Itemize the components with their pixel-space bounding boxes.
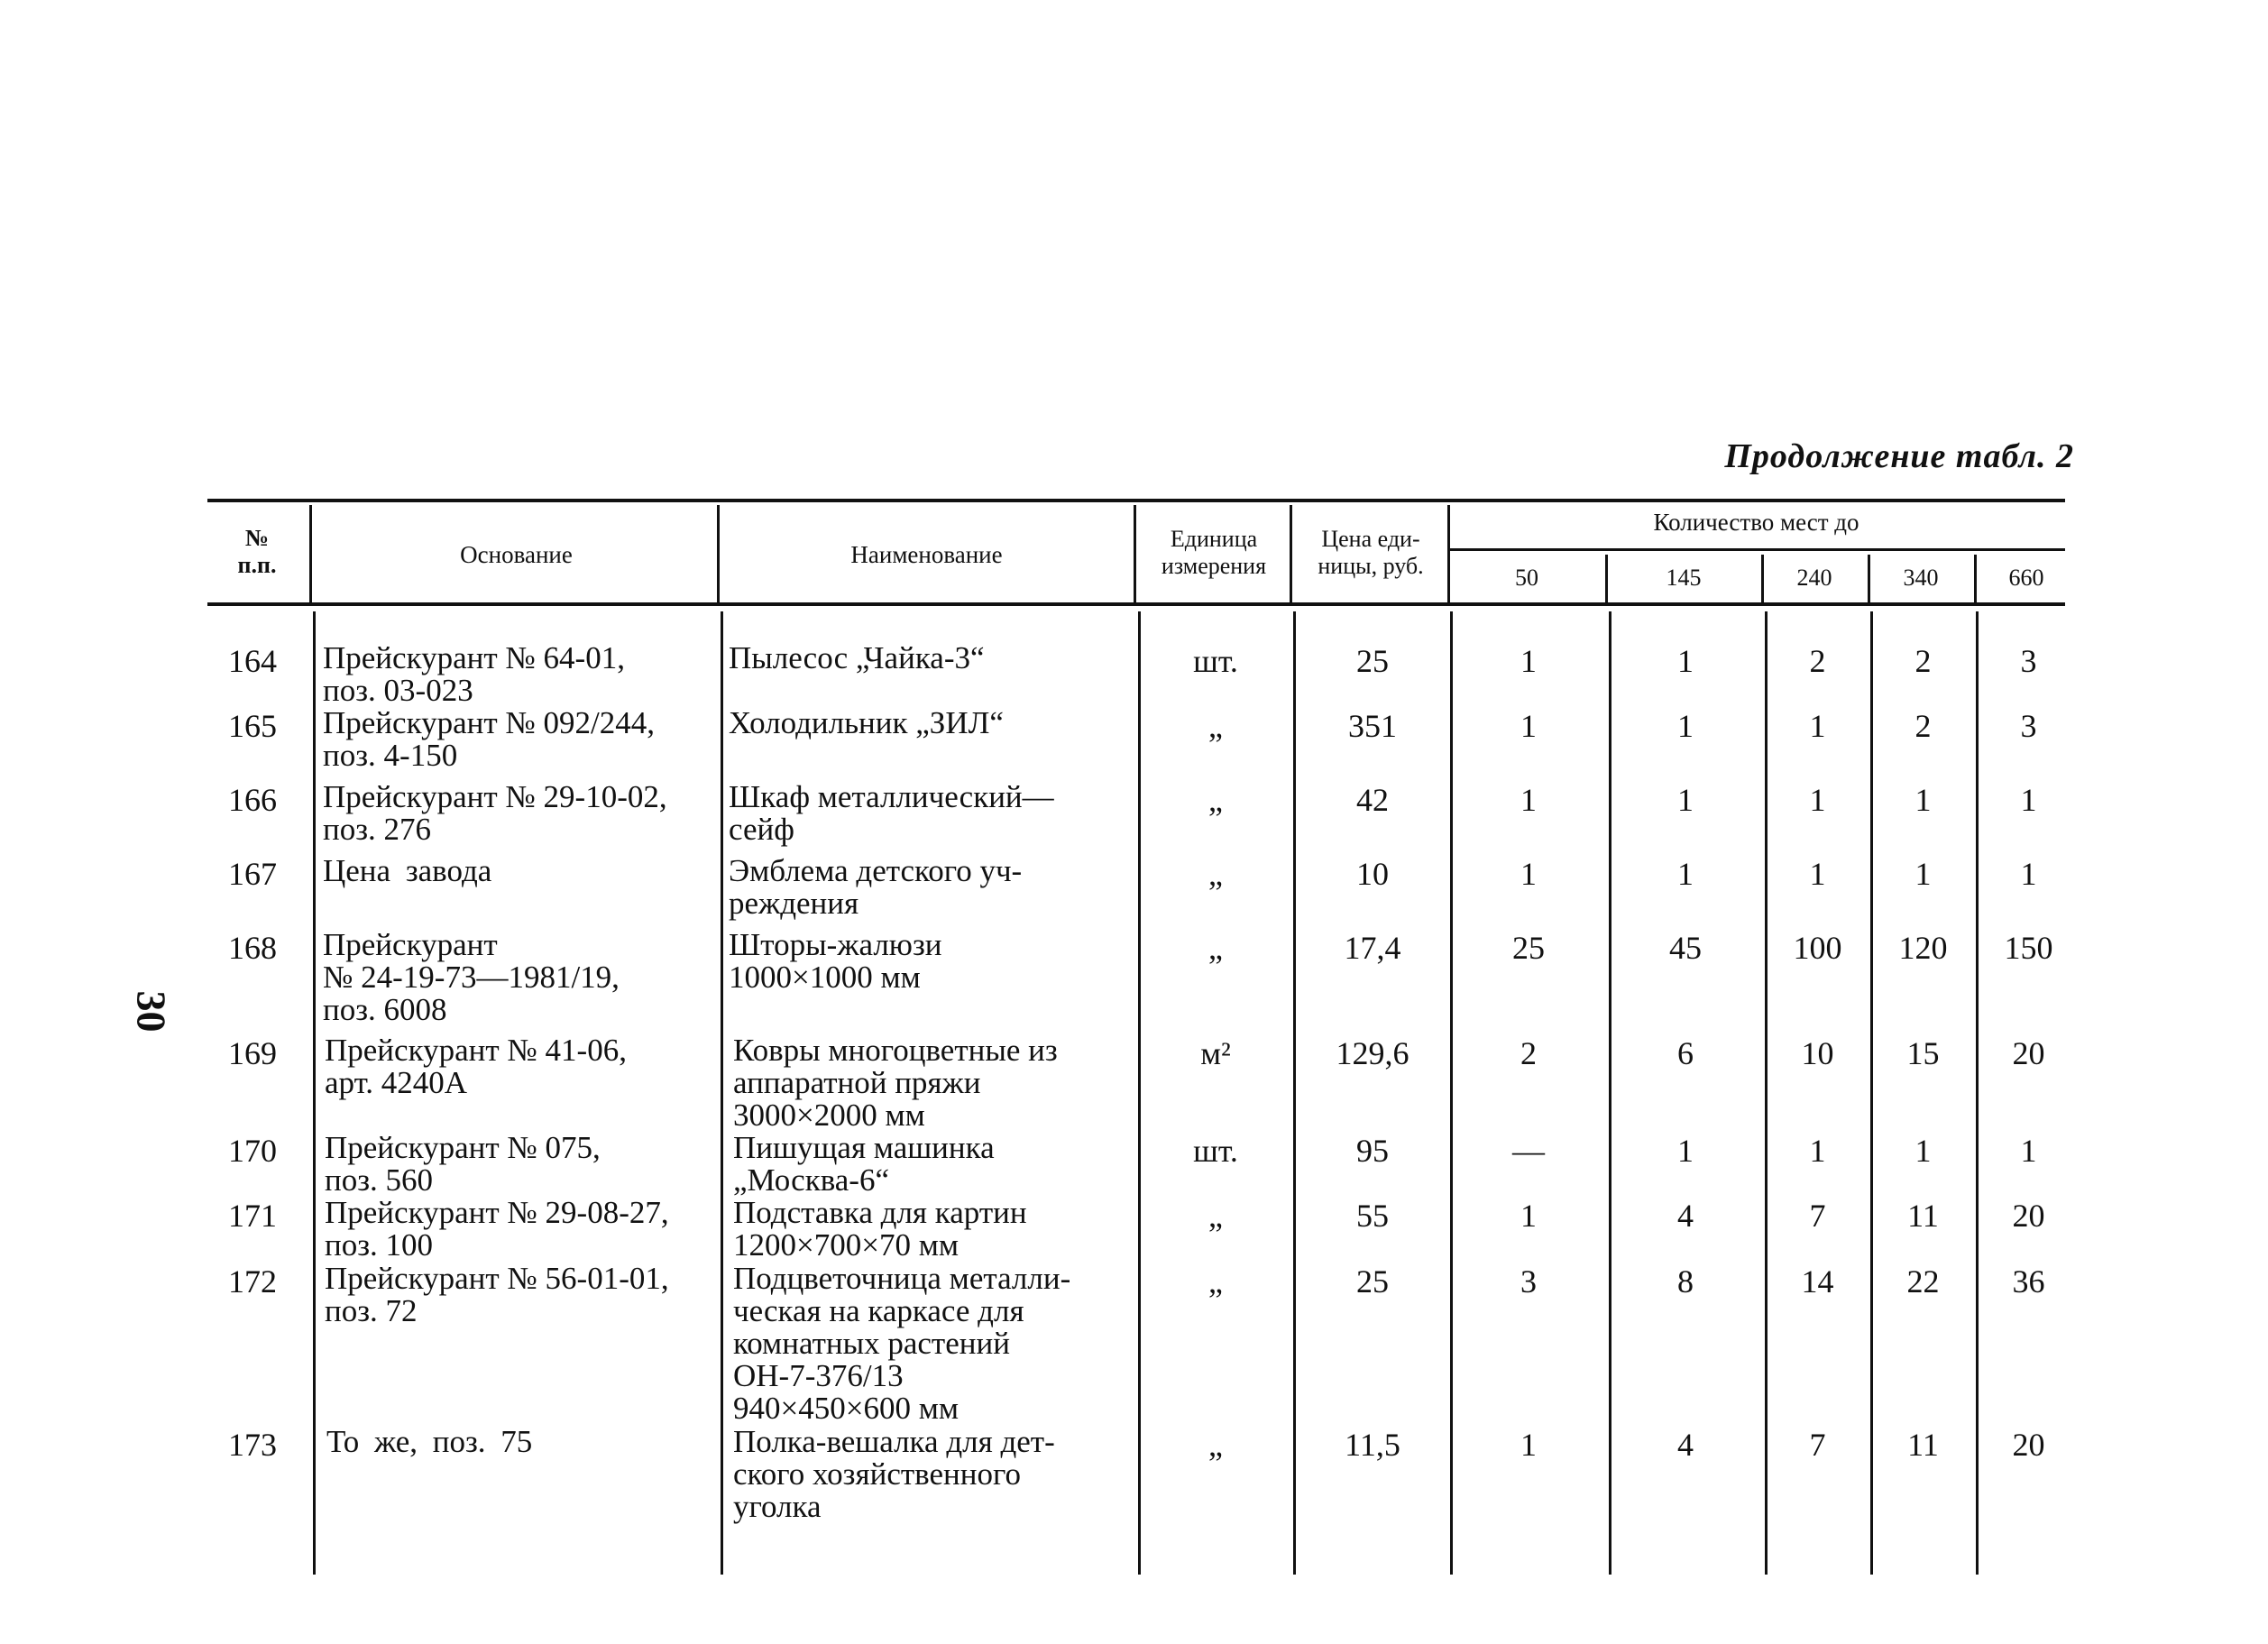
row-qty-660: 20 [2012,1198,2045,1234]
row-qty-660: 3 [2020,708,2037,744]
row-name: Шкаф металлический— сейф [729,779,1054,847]
row-qty-145: 45 [1669,930,1702,966]
row-unit: „ [1208,1198,1223,1234]
row-price: 55 [1356,1198,1389,1234]
row-unit: „ [1208,1427,1223,1463]
row-number: 169 [228,1035,277,1071]
row-name: Полка-вешалка для дет- ского хозяйственного уголка [733,1424,1055,1524]
row-qty-145: 1 [1677,708,1694,744]
qty-subheader-rule [1447,548,2065,551]
page-number: 30 [128,990,175,1033]
row-number: 170 [228,1133,277,1169]
row-qty-340: 11 [1907,1427,1939,1463]
header-divider [1134,505,1136,602]
row-price: 42 [1356,782,1389,818]
row-number: 166 [228,782,277,818]
row-number: 164 [228,643,277,679]
row-name: Ковры многоцветные из аппаратной пряжи 3000×2000 мм [733,1033,1058,1133]
row-price: 129,6 [1336,1035,1409,1071]
row-qty-240: 1 [1809,1133,1826,1169]
header-name: Наименование [850,541,1003,568]
row-qty-340: 2 [1914,708,1932,744]
row-qty-340: 15 [1906,1035,1940,1071]
row-qty-50: — [1512,1133,1545,1169]
header-unit: Единица измерения [1161,526,1267,579]
row-qty-50: 3 [1520,1263,1537,1300]
row-unit: „ [1208,782,1223,818]
row-qty-240: 100 [1793,930,1842,966]
row-basis: Прейскурант № 29-10-02, поз. 276 [323,779,667,847]
row-price: 17,4 [1344,930,1401,966]
qty-header-145: 145 [1666,565,1702,591]
row-unit: м² [1200,1035,1231,1071]
row-number: 171 [228,1198,277,1234]
qty-header-660: 660 [2008,565,2044,591]
row-qty-340: 11 [1907,1198,1939,1234]
row-qty-340: 1 [1914,856,1932,892]
row-qty-50: 1 [1520,643,1537,679]
row-qty-240: 7 [1809,1198,1826,1234]
row-qty-660: 20 [2012,1427,2045,1463]
row-basis: То же, поз. 75 [326,1424,533,1459]
row-qty-240: 10 [1801,1035,1834,1071]
qty-header-50: 50 [1515,565,1538,591]
row-qty-240: 1 [1809,856,1826,892]
row-qty-145: 6 [1677,1035,1694,1071]
header-divider [1868,555,1870,602]
row-qty-50: 2 [1520,1035,1537,1071]
row-qty-660: 20 [2012,1035,2045,1071]
row-qty-50: 1 [1520,856,1537,892]
row-price: 95 [1356,1133,1389,1169]
row-unit: шт. [1193,1133,1238,1169]
row-qty-660: 3 [2020,643,2037,679]
header-divider [1290,505,1292,602]
row-qty-50: 1 [1520,782,1537,818]
row-basis: Прейскурант № 24-19-73—1981/19, поз. 6008 [323,927,620,1027]
row-number: 165 [228,708,277,744]
header-number: № п.п. [237,525,277,578]
header-divider [1605,555,1608,602]
row-unit: „ [1208,930,1223,966]
row-number: 167 [228,856,277,892]
row-basis: Прейскурант № 64-01, поз. 03-023 [323,640,625,708]
row-basis: Прейскурант № 56-01-01, поз. 72 [325,1261,669,1328]
row-price: 351 [1348,708,1397,744]
header-price: Цена еди- ницы, руб. [1318,526,1424,579]
row-qty-145: 1 [1677,782,1694,818]
row-number: 173 [228,1427,277,1463]
row-name: Пылесос „Чайка-3“ [729,640,985,675]
row-qty-340: 1 [1914,1133,1932,1169]
header-divider [1974,555,1977,602]
column-divider [721,611,723,1575]
row-basis: Прейскурант № 29-08-27, поз. 100 [325,1195,669,1263]
row-qty-340: 120 [1898,930,1948,966]
row-qty-340: 2 [1914,643,1932,679]
row-qty-240: 14 [1801,1263,1834,1300]
header-quantity: Количество мест до [1653,509,1859,536]
column-divider [313,611,316,1575]
row-name: Подцветочница металли- ческая на каркасе для комнатных растений ОН-7-376/13 940×450×600 мм [733,1261,1071,1426]
table-continuation-caption: Продолжение табл. 2 [1724,437,2074,475]
row-basis: Цена завода [323,853,492,888]
row-qty-50: 1 [1520,1198,1537,1234]
row-qty-145: 4 [1677,1198,1694,1234]
row-basis: Прейскурант № 075, поз. 560 [325,1130,601,1198]
row-basis: Прейскурант № 092/244, поз. 4-150 [323,705,656,773]
row-unit: шт. [1193,643,1238,679]
row-qty-240: 1 [1809,782,1826,818]
row-qty-660: 1 [2020,1133,2037,1169]
row-unit: „ [1208,1263,1223,1300]
header-divider [717,505,720,602]
row-price: 10 [1356,856,1389,892]
row-qty-660: 1 [2020,782,2037,818]
row-name: Шторы-жалюзи 1000×1000 мм [729,927,942,995]
qty-header-340: 340 [1903,565,1939,591]
row-qty-240: 1 [1809,708,1826,744]
row-qty-50: 1 [1520,708,1537,744]
row-basis: Прейскурант № 41-06, арт. 4240А [325,1033,627,1100]
header-divider [1761,555,1764,602]
row-price: 25 [1356,643,1389,679]
row-qty-50: 1 [1520,1427,1537,1463]
row-qty-145: 1 [1677,643,1694,679]
row-qty-145: 1 [1677,1133,1694,1169]
row-number: 172 [228,1263,277,1300]
row-qty-145: 1 [1677,856,1694,892]
row-name: Эмблема детского уч- реждения [729,853,1023,921]
row-qty-660: 1 [2020,856,2037,892]
row-qty-145: 4 [1677,1427,1694,1463]
row-qty-240: 2 [1809,643,1826,679]
row-qty-660: 150 [2004,930,2053,966]
row-name: Пишущая машинка „Москва-6“ [733,1130,995,1198]
column-divider [1450,611,1453,1575]
row-qty-50: 25 [1512,930,1545,966]
row-price: 11,5 [1345,1427,1400,1463]
row-qty-340: 22 [1906,1263,1940,1300]
row-qty-145: 8 [1677,1263,1694,1300]
row-qty-660: 36 [2012,1263,2045,1300]
row-qty-340: 1 [1914,782,1932,818]
row-name: Подставка для картин 1200×700×70 мм [733,1195,1027,1263]
column-divider [1609,611,1611,1575]
row-price: 25 [1356,1263,1389,1300]
qty-header-240: 240 [1796,565,1832,591]
row-name: Холодильник „ЗИЛ“ [729,705,1004,740]
row-number: 168 [228,930,277,966]
row-qty-240: 7 [1809,1427,1826,1463]
row-unit: „ [1208,856,1223,892]
header-bottom-rule [207,602,2065,606]
header-basis: Основание [460,541,573,568]
table-top-rule [207,499,2065,502]
header-divider [309,505,312,602]
row-unit: „ [1208,708,1223,744]
